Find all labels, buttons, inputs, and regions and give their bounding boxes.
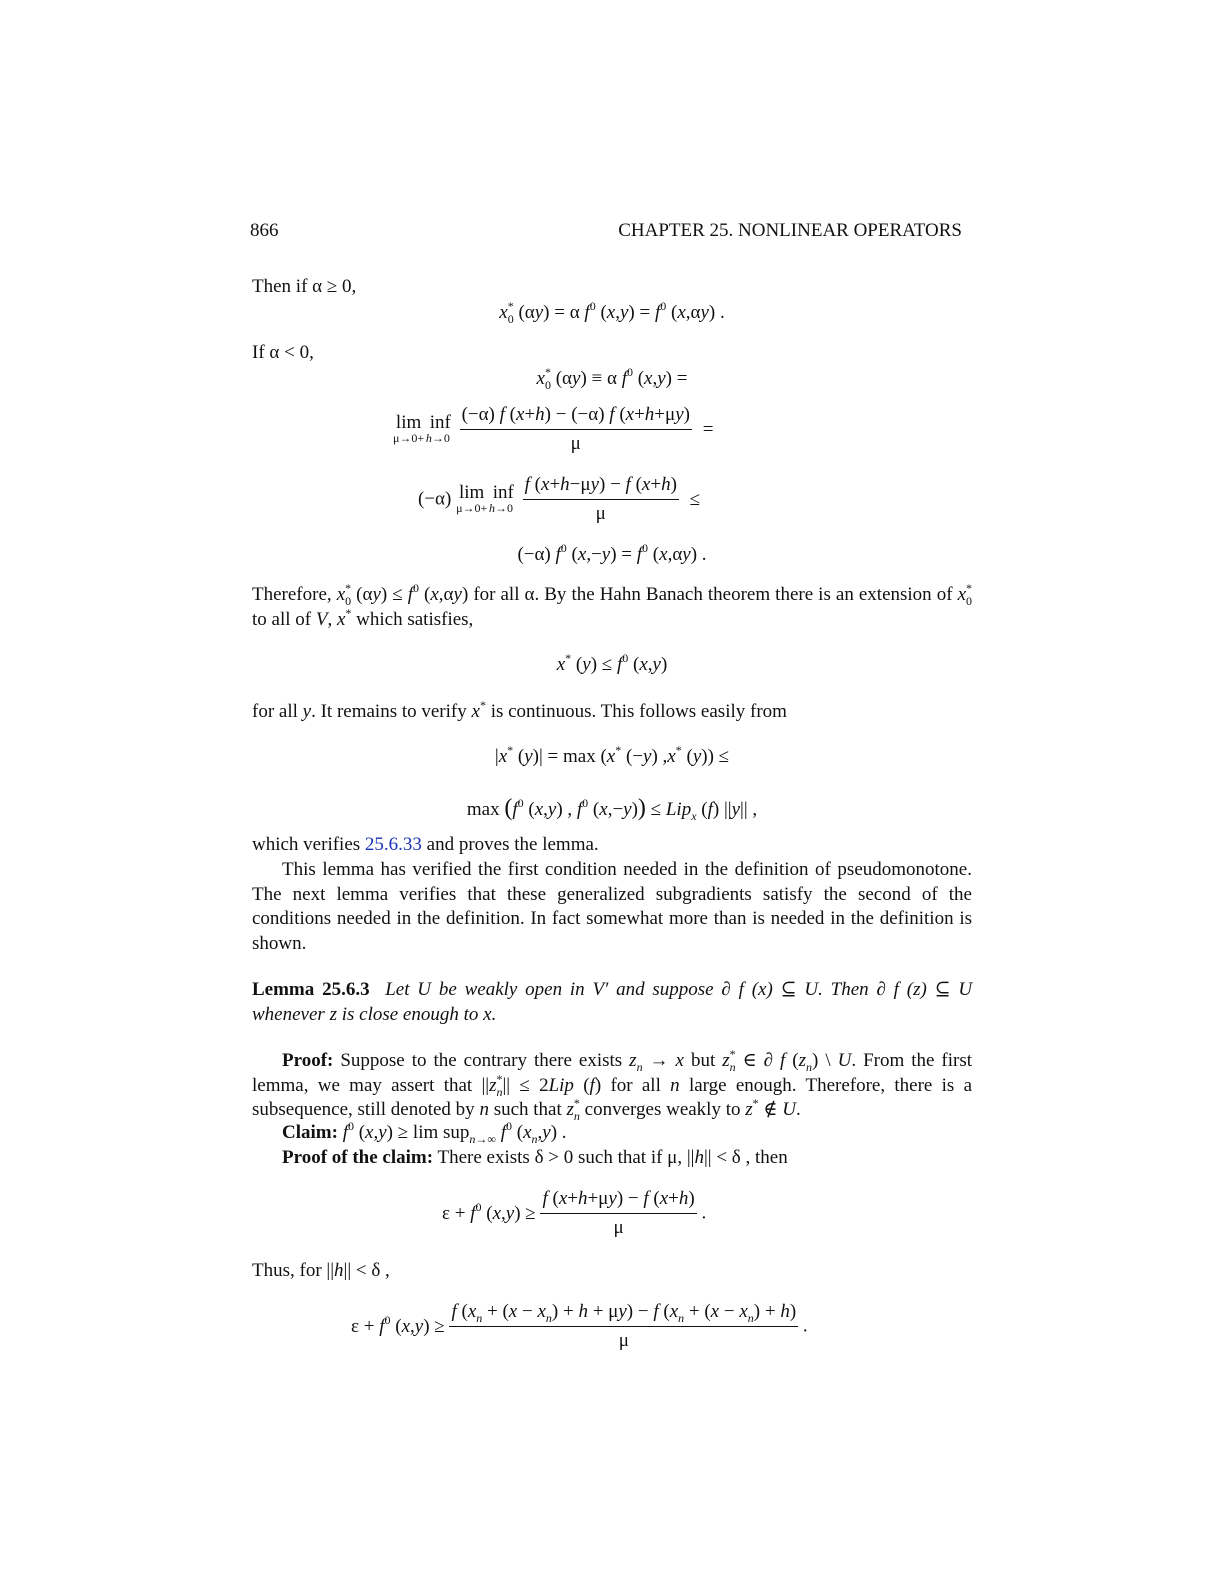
equation-continuity-2: $\max (f^0$ (x,y) , $f^0$ (x,−y)) ≤ Lip$_x$ (f) ||y|| , [466,795,758,823]
claim-line: Claim: $f^0$ (x,y) ≥ lim sup$_{n\to\infty}$ $f^0$ $(x_n,y)$ . [282,1119,567,1146]
equation-epsilon-2: $\varepsilon + f^0$ (x,y) ≥ $\frac{f (x_n + (x - x_n) + h + \mu y) - f (x_n + (x - x_n) + h)}{\mu}$ . [351,1301,808,1351]
equation-reference-link[interactable]: 25.6.33 [364,834,422,855]
equation-epsilon-1: $\varepsilon + f^0$ (x,y) ≥ $\frac{f (x+h+\mu y) - f (x+h)}{\mu}$ . [442,1188,707,1238]
equation-continuity-1: |x* (y)| = max (x* (−y) ,x* (y)) ≤ [494,743,730,767]
equation-alpha-nonneg: $x^*_0$ (αy) = α $f^0$ $(x,y) = f^0$ (x,αy) . [499,299,725,326]
proof-paragraph: Proof: Suppose to the contrary there exists $z_n \to x$ but $z^*_n$ ∈ ∂ f $(z_n)$ \ U. From the first lemma, we may assert that $||z^*_n|| \le 2Lip$ (f) for all n large enough. Therefore, there is a subsequence, still denoted by n such that $z^*_n$ converges weakly to z* ∉ U. [252,1047,973,1123]
equation-alpha-neg-3: (−α) lim μ→0+ inf h→0 $\frac{f (x+h-\mu y) - f (x+h)}{\mu}$ ≤ [418,474,701,524]
chapter-title: CHAPTER 25. NONLINEAR OPERATORS [618,220,962,241]
paragraph-therefore: Therefore, $x^*_0$ $(\alpha y) \le f^0$ (x,αy) for all α. By the Hahn Banach theorem there is an extension of $x^*_0$ to all of V, x* which satisfies, [252,581,973,630]
lemma-label: Lemma 25.6.3 [252,979,370,1000]
equation-extension: x* $(y) \le f^0$ (x,y) [556,651,668,675]
equation-alpha-neg-2: lim μ→0+ inf h→0 $\frac{(-\alpha) f (x+h) - (-\alpha) f (x+h+\mu y)}{\mu}$ = [393,404,714,454]
equation-alpha-neg-1: $x^*_0$ (αy) ≡ α $f^0$ (x,y) = [536,365,688,392]
text-then-if: Then if α ≥ 0, [252,276,357,297]
paragraph-pseudomonotone: This lemma has verified the first condition needed in the definition of pseudomonotone. The next lemma verifies that these generalized subgradients satisfy the second of the conditions needed in the definition. In fact somewhat more than is needed in the definition is shown. [252,859,972,954]
text-for-all-y: for all y. It remains to verify x* is continuous. This follows easily from [252,698,787,722]
text-thus: Thus, for ||h|| < δ , [252,1260,390,1281]
equation-alpha-neg-4: (−α) $f^0$ $(x,-y) = f^0$ (x,αy) . [517,541,707,565]
page-number: 866 [250,220,279,241]
proof-of-claim-line: Proof of the claim: There exists δ > 0 such that if μ, ||h|| < δ , then [282,1147,788,1168]
text-verifies: which verifies 25.6.33 and proves the lemma. [252,834,599,855]
text-if-neg: If α < 0, [252,342,314,363]
lemma-25-6-3: Lemma 25.6.3 Let U be weakly open in V′ and suppose ∂ f (x) ⊆ U. Then ∂ f (z) ⊆ U whenever z is close enough to x. [252,979,973,1025]
proof-label: Proof: [282,1050,334,1071]
